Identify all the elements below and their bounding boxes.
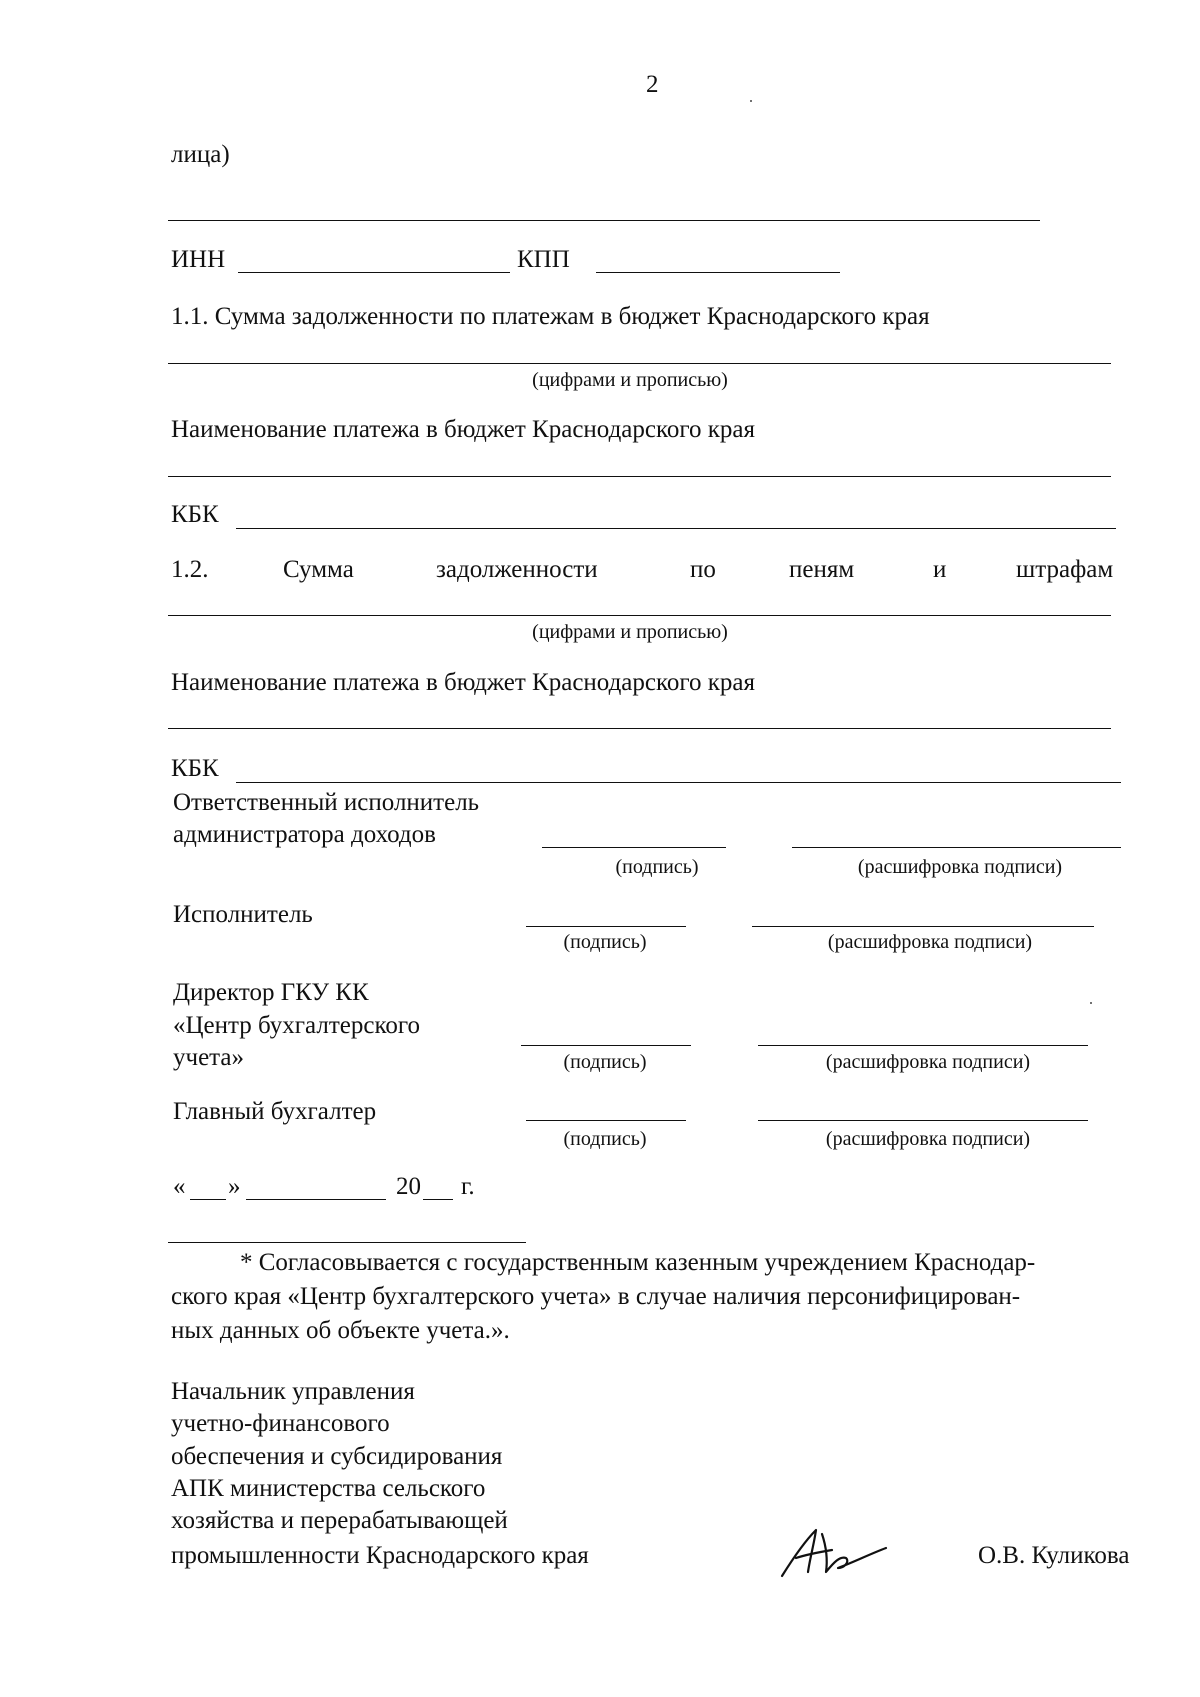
payment-name-label-1-2: Наименование платежа в бюджет Краснодарского края xyxy=(171,669,755,696)
signatory-title-line: хозяйства и перерабатывающей xyxy=(171,1507,508,1534)
kbk-label-1-2: КБК xyxy=(171,755,219,782)
signatory-title-line: промышленности Краснодарского края xyxy=(171,1542,589,1569)
date-year-suffix: г. xyxy=(461,1173,475,1200)
section-1-2-word-3: задолженности xyxy=(436,556,598,583)
signer-role-line: Директор ГКУ КК xyxy=(173,979,369,1006)
signatory-name: О.В. Куликова xyxy=(978,1542,1130,1569)
signature-caption: (подпись) xyxy=(563,1051,647,1073)
kbk-field-1-2 xyxy=(236,782,1121,783)
blank-line xyxy=(168,220,1040,221)
signer-role-line: администратора доходов xyxy=(173,821,436,848)
amount-field-1-1 xyxy=(168,363,1111,364)
signatory-title-line: учетно-финансового xyxy=(171,1410,390,1437)
signature-decode-field xyxy=(758,1120,1088,1121)
signature-decode-field xyxy=(792,847,1121,848)
amount-caption-1-1: (цифрами и прописью) xyxy=(532,369,728,391)
signer-role-line: Главный бухгалтер xyxy=(173,1098,377,1125)
section-1-1-title: 1.1. Сумма задолженности по платежам в бюджет Краснодарского края xyxy=(171,303,930,330)
kpp-label: КПП xyxy=(517,246,570,273)
signature-decode-caption: (расшифровка подписи) xyxy=(825,1128,1031,1150)
kbk-label-1-1: КБК xyxy=(171,501,219,528)
signature-decode-caption: (расшифровка подписи) xyxy=(857,856,1063,878)
signature-decode-caption: (расшифровка подписи) xyxy=(825,1051,1031,1073)
amount-field-1-2 xyxy=(168,615,1111,616)
inn-label: ИНН xyxy=(171,246,226,273)
amount-caption-1-2: (цифрами и прописью) xyxy=(532,621,728,643)
handwritten-signature xyxy=(774,1522,890,1584)
scan-speck xyxy=(750,100,752,102)
date-year-prefix: 20 xyxy=(396,1173,421,1200)
signatory-title-line: обеспечения и субсидирования xyxy=(171,1443,503,1470)
signature-decode-caption: (расшифровка подписи) xyxy=(827,931,1033,953)
signature-field xyxy=(521,1045,691,1046)
date-day-field xyxy=(190,1199,226,1200)
footnote-line: * Согласовывается с государственным казенным учреждением Краснодар- xyxy=(240,1249,1036,1276)
signature-field xyxy=(542,847,726,848)
signer-role-line: Исполнитель xyxy=(173,901,313,928)
payment-name-field-1-2 xyxy=(168,728,1111,729)
signer-role-line: «Центр бухгалтерского xyxy=(173,1012,420,1039)
top-fragment-text: лица) xyxy=(171,141,230,168)
inn-field xyxy=(238,272,510,273)
scan-speck xyxy=(1090,1002,1092,1004)
payment-name-label-1-1: Наименование платежа в бюджет Краснодарского края xyxy=(171,416,755,443)
signatory-title-line: Начальник управления xyxy=(171,1378,415,1405)
section-1-2-word-6: и xyxy=(933,556,947,583)
date-open-quote: « xyxy=(173,1173,186,1200)
signatory-title-line: АПК министерства сельского xyxy=(171,1475,486,1502)
signer-role-line: Ответственный исполнитель xyxy=(173,789,480,816)
signer-role-line: учета» xyxy=(173,1044,244,1071)
section-1-2-word-5: пеням xyxy=(789,556,855,583)
date-month-field xyxy=(246,1199,386,1200)
section-1-2-word-1: 1.2. xyxy=(171,556,209,583)
section-1-2-word-7: штрафам xyxy=(1016,556,1114,583)
kpp-field xyxy=(596,272,840,273)
section-1-2-word-4: по xyxy=(690,556,716,583)
footnote-line: ского края «Центр бухгалтерского учета» в случае наличия персонифицирован- xyxy=(171,1283,1021,1310)
signature-field xyxy=(526,1120,686,1121)
section-1-2-word-2: Сумма xyxy=(283,556,354,583)
page-number: 2 xyxy=(646,71,659,98)
footnote-separator xyxy=(168,1242,526,1243)
signature-field xyxy=(526,926,686,927)
kbk-field-1-1 xyxy=(236,528,1116,529)
signature-caption: (подпись) xyxy=(563,931,647,953)
signature-caption: (подпись) xyxy=(615,856,699,878)
signature-decode-field xyxy=(752,926,1094,927)
date-year-field xyxy=(423,1199,453,1200)
signature-decode-field xyxy=(758,1045,1088,1046)
footnote-line: ных данных об объекте учета.». xyxy=(171,1317,510,1344)
payment-name-field-1-1 xyxy=(168,476,1111,477)
signature-caption: (подпись) xyxy=(563,1128,647,1150)
date-close-quote: » xyxy=(228,1173,241,1200)
